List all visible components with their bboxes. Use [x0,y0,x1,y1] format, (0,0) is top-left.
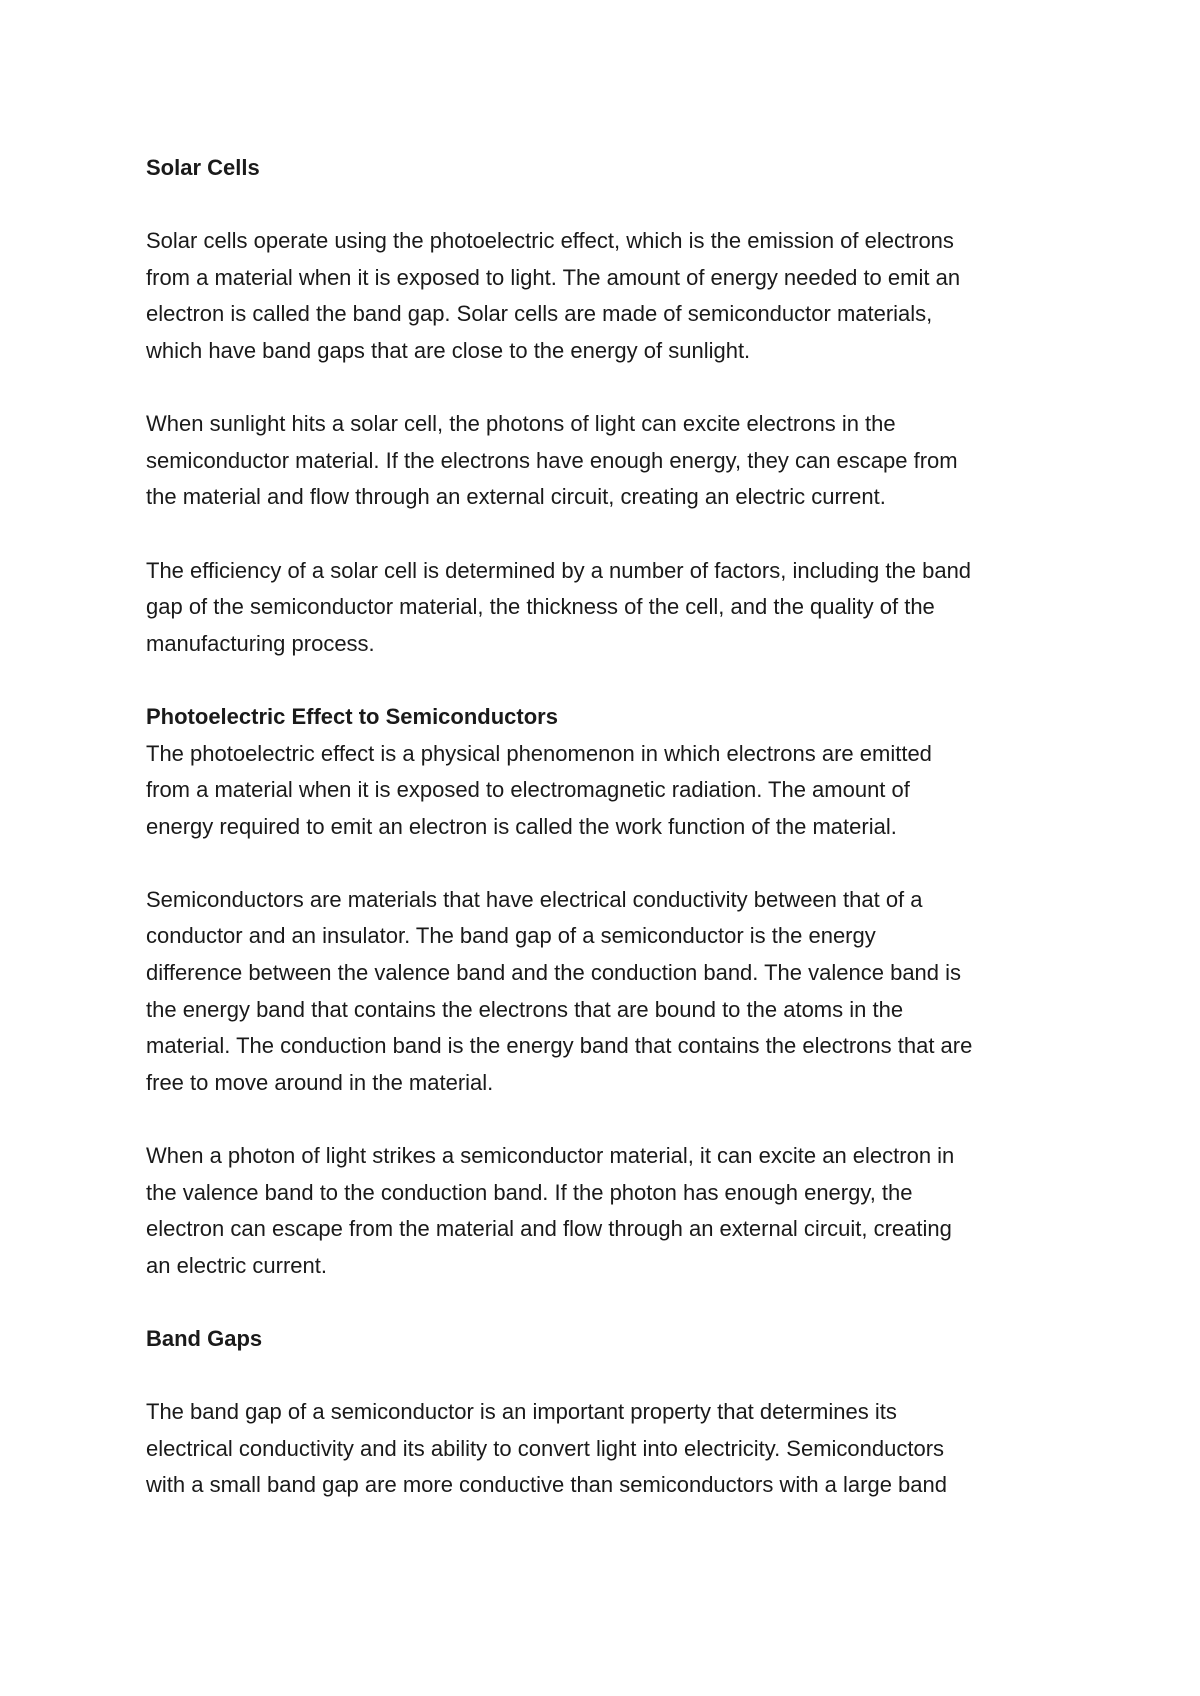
spacer [146,516,1076,553]
document-body [146,150,1076,1504]
paragraph: When sunlight hits a solar cell, the photons of light can excite electrons in the semiconductor material. If the electrons have enough energy, they can escape from the material and flow through an external circuit, creating an electric current. [146,411,958,510]
spacer [146,1101,1076,1138]
section-heading-photoelectric-effect: Photoelectric Effect to Semiconductors [146,703,558,729]
section-heading-solar-cells: Solar Cells [146,155,260,180]
spacer [146,662,1076,699]
spacer [146,845,1076,882]
paragraph: Solar cells operate using the photoelectric effect, which is the emission of electrons from a material when it is exposed to light. The amount of energy needed to emit an electron is called the band gap. Solar cells are made of semiconductor materials, which have band gaps that are close to the energy of sunlight. [146,228,961,363]
paragraph: The band gap of a semiconductor is an important property that determines its electrical conductivity and its ability to convert light into electricity. Semiconductors with a small band gap are more conductive than semiconductors with a large band [146,1399,948,1498]
paragraph: Semiconductors are materials that have electrical conductivity between that of a conductor and an insulator. The band gap of a semiconductor is the energy difference between the valence band and the conduction band. The valence band is the energy band that contains the electrons that are bound to the atoms in the material. The conduction band is the energy band that contains the electrons that are free to move around in the material. [146,886,973,1095]
paragraph: When a photon of light strikes a semiconductor material, it can excite an electron in the valence band to the conduction band. If the photon has enough energy, the electron can escape from the material and flow through an external circuit, creating an electric current. [146,1143,955,1278]
spacer [146,1358,1076,1395]
section-heading-band-gaps: Band Gaps [146,1326,263,1351]
spacer [146,370,1076,407]
spacer [146,187,1076,224]
spacer [146,1284,1076,1321]
paragraph: The photoelectric effect is a physical phenomenon in which electrons are emitted from a material when it is exposed to electromagnetic radiation. The amount of energy required to emit an electron is called the work function of the material. [146,740,932,839]
paragraph: The efficiency of a solar cell is determined by a number of factors, including the band gap of the semiconductor material, the thickness of the cell, and the quality of the manufacturing process. [146,557,972,656]
